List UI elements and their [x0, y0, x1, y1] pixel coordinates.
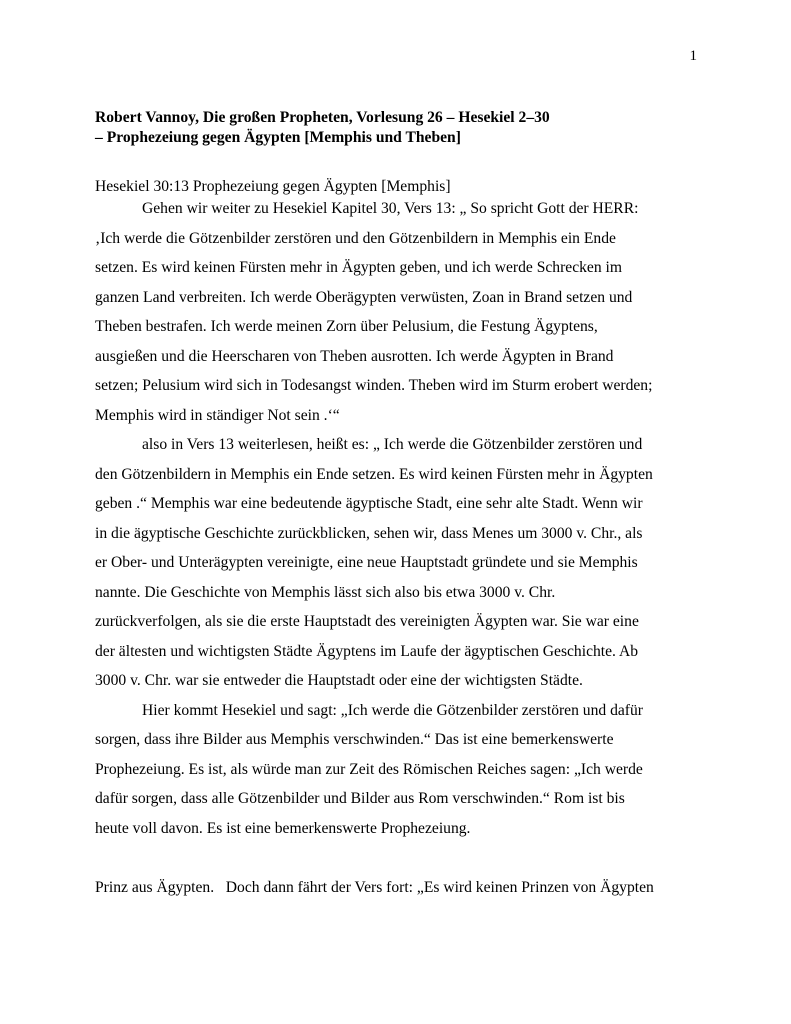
- text-line: zurückverfolgen, als sie die erste Hauptstadt des vereinigten Ägypten war. Sie war eine: [95, 613, 639, 630]
- text-line: Memphis wird in ständiger Not sein .‘“: [95, 406, 340, 424]
- body-text: [95, 194, 705, 902]
- text-line: den Götzenbildern in Memphis ein Ende setzen. Es wird keinen Fürsten mehr in Ägypten: [95, 465, 653, 483]
- paragraph-spacer: [95, 843, 705, 873]
- text-line: geben .“ Memphis war eine bedeutende ägyptische Stadt, eine sehr alte Stadt. Wenn wir: [95, 495, 643, 512]
- text-line: ausgießen und die Heerscharen von Theben ausrotten. Ich werde Ägypten in Brand: [95, 347, 614, 365]
- title-line-2: – Prophezeiung gegen Ägypten [Memphis und Theben]: [95, 129, 461, 146]
- text-line: Hier kommt Hesekiel und sagt: „Ich werde die Götzenbilder zerstören und dafür: [142, 701, 643, 719]
- text-line: Gehen wir weiter zu Hesekiel Kapitel 30, Vers 13: „ So spricht Gott der HERR:: [142, 200, 639, 217]
- text-line: der ältesten und wichtigsten Städte Ägyptens im Laufe der ägyptischen Geschichte. Ab: [95, 642, 639, 660]
- document-title: [95, 108, 705, 148]
- section-heading: Hesekiel 30:13 Prophezeiung gegen Ägypten [Memphis]: [95, 178, 451, 195]
- text-line: sorgen, dass ihre Bilder aus Memphis verschwinden.“ Das ist eine bemerkenswerte: [95, 731, 614, 748]
- title-line-1: Robert Vannoy, Die großen Propheten, Vorlesung 26 – Hesekiel 2–30: [95, 109, 550, 126]
- text-line: ganzen Land verbreiten. Ich werde Oberägypten verwüsten, Zoan in Brand setzen und: [95, 288, 633, 306]
- text-line: also in Vers 13 weiterlesen, heißt es: „ Ich werde die Götzenbilder zerstören und: [142, 436, 643, 453]
- text-line: setzen. Es wird keinen Fürsten mehr in Ägypten geben, und ich werde Schrecken im: [95, 259, 623, 276]
- text-line: setzen; Pelusium wird sich in Todesangst winden. Theben wird im Sturm erobert werden;: [95, 377, 653, 394]
- text-line: Theben bestrafen. Ich werde meinen Zorn über Pelusium, die Festung Ägyptens,: [95, 318, 598, 335]
- final-line: Prinz aus Ägypten. Doch dann fährt der Vers fort: „Es wird keinen Prinzen von Ägypten: [95, 878, 654, 896]
- text-line: nannte. Die Geschichte von Memphis lässt sich also bis etwa 3000 v. Chr.: [95, 583, 556, 601]
- text-line: 3000 v. Chr. war sie entweder die Hauptstadt oder eine der wichtigsten Städte.: [95, 672, 583, 689]
- text-line: ‚Ich werde die Götzenbilder zerstören und den Götzenbildern in Memphis ein Ende: [95, 229, 616, 247]
- page-number: 1: [689, 48, 697, 64]
- text-line: heute voll davon. Es ist eine bemerkenswerte Prophezeiung.: [95, 819, 471, 837]
- text-line: er Ober- und Unterägypten vereinigte, eine neue Hauptstadt gründete und sie Memphis: [95, 554, 638, 571]
- text-line: dafür sorgen, dass alle Götzenbilder und Bilder aus Rom verschwinden.“ Rom ist bis: [95, 790, 625, 807]
- text-line: in die ägyptische Geschichte zurückblicken, sehen wir, dass Menes um 3000 v. Chr., als: [95, 524, 643, 542]
- text-line: Prophezeiung. Es ist, als würde man zur Zeit des Römischen Reiches sagen: „Ich werde: [95, 760, 643, 778]
